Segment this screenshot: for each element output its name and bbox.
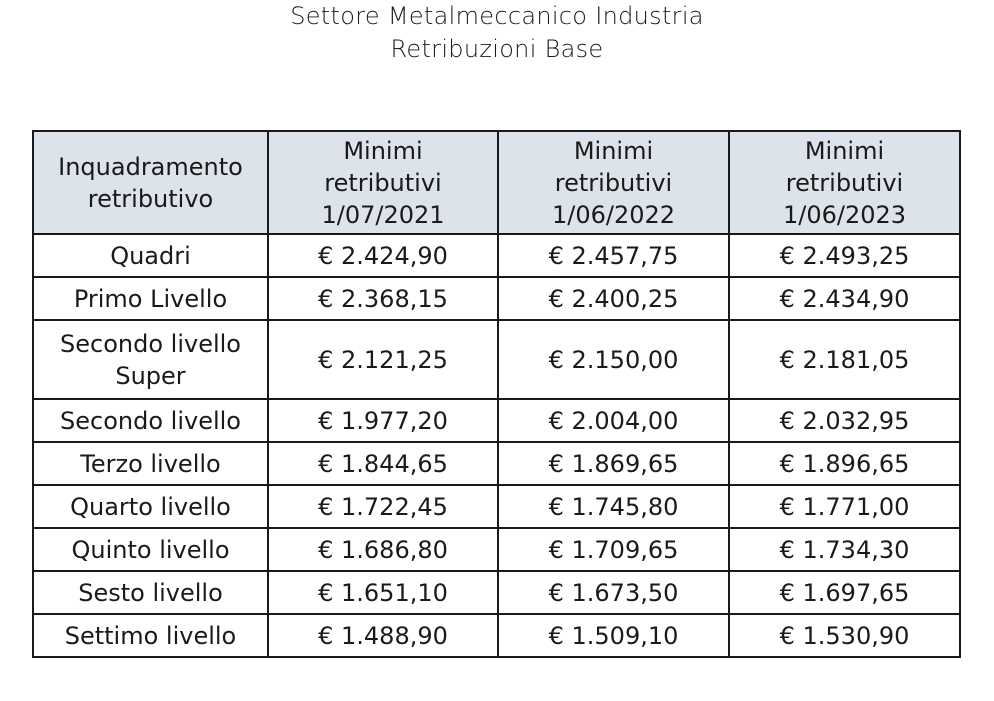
table-row	[33, 571, 960, 614]
table-row	[33, 485, 960, 528]
level-cell: Quarto livello	[33, 485, 268, 528]
title-line-2: Retribuzioni Base	[390, 35, 604, 63]
table-row	[33, 614, 960, 657]
value-2023-cell: € 1.697,65	[729, 571, 960, 614]
table-row	[33, 234, 960, 277]
value-2022-cell: € 1.869,65	[498, 442, 729, 485]
level-cell: Primo Livello	[33, 277, 268, 320]
value-2023-cell: € 2.434,90	[729, 277, 960, 320]
value-2022-cell: € 1.673,50	[498, 571, 729, 614]
level-cell: Quadri	[33, 234, 268, 277]
value-2023-cell: € 1.896,65	[729, 442, 960, 485]
table-row	[33, 399, 960, 442]
value-2022-cell: € 2.400,25	[498, 277, 729, 320]
level-cell: Sesto livello	[33, 571, 268, 614]
table-row	[33, 277, 960, 320]
value-2023-cell: € 1.734,30	[729, 528, 960, 571]
value-2023-cell: € 1.771,00	[729, 485, 960, 528]
value-2022-cell: € 1.709,65	[498, 528, 729, 571]
value-2022-cell: € 2.004,00	[498, 399, 729, 442]
table-row	[33, 320, 960, 399]
header-minimi-2021: Minimi retributivi 1/07/2021	[268, 131, 498, 234]
value-2021-cell: € 1.686,80	[268, 528, 498, 571]
value-2021-cell: € 1.722,45	[268, 485, 498, 528]
value-2021-cell: € 2.121,25	[268, 320, 498, 399]
value-2021-cell: € 1.651,10	[268, 571, 498, 614]
value-2022-cell: € 2.150,00	[498, 320, 729, 399]
title-line-1: Settore Metalmeccanico Industria	[290, 2, 704, 30]
value-2021-cell: € 2.424,90	[268, 234, 498, 277]
level-cell: Quinto livello	[33, 528, 268, 571]
header-minimi-2023: Minimi retributivi 1/06/2023	[729, 131, 960, 234]
value-2022-cell: € 1.509,10	[498, 614, 729, 657]
level-cell: Settimo livello	[33, 614, 268, 657]
level-cell: Terzo livello	[33, 442, 268, 485]
value-2023-cell: € 1.530,90	[729, 614, 960, 657]
value-2021-cell: € 1.977,20	[268, 399, 498, 442]
value-2021-cell: € 1.844,65	[268, 442, 498, 485]
level-cell: Secondo livello	[33, 399, 268, 442]
value-2021-cell: € 2.368,15	[268, 277, 498, 320]
header-inquadramento: Inquadramento retributivo	[33, 131, 268, 234]
header-minimi-2022: Minimi retributivi 1/06/2022	[498, 131, 729, 234]
salary-table	[32, 130, 961, 658]
value-2022-cell: € 2.457,75	[498, 234, 729, 277]
document-title	[0, 0, 994, 66]
value-2021-cell: € 1.488,90	[268, 614, 498, 657]
table-row	[33, 442, 960, 485]
value-2023-cell: € 2.032,95	[729, 399, 960, 442]
value-2022-cell: € 1.745,80	[498, 485, 729, 528]
value-2023-cell: € 2.493,25	[729, 234, 960, 277]
table-row	[33, 528, 960, 571]
value-2023-cell: € 2.181,05	[729, 320, 960, 399]
level-cell: Secondo livello Super	[33, 320, 268, 399]
table-header-row	[33, 131, 960, 234]
